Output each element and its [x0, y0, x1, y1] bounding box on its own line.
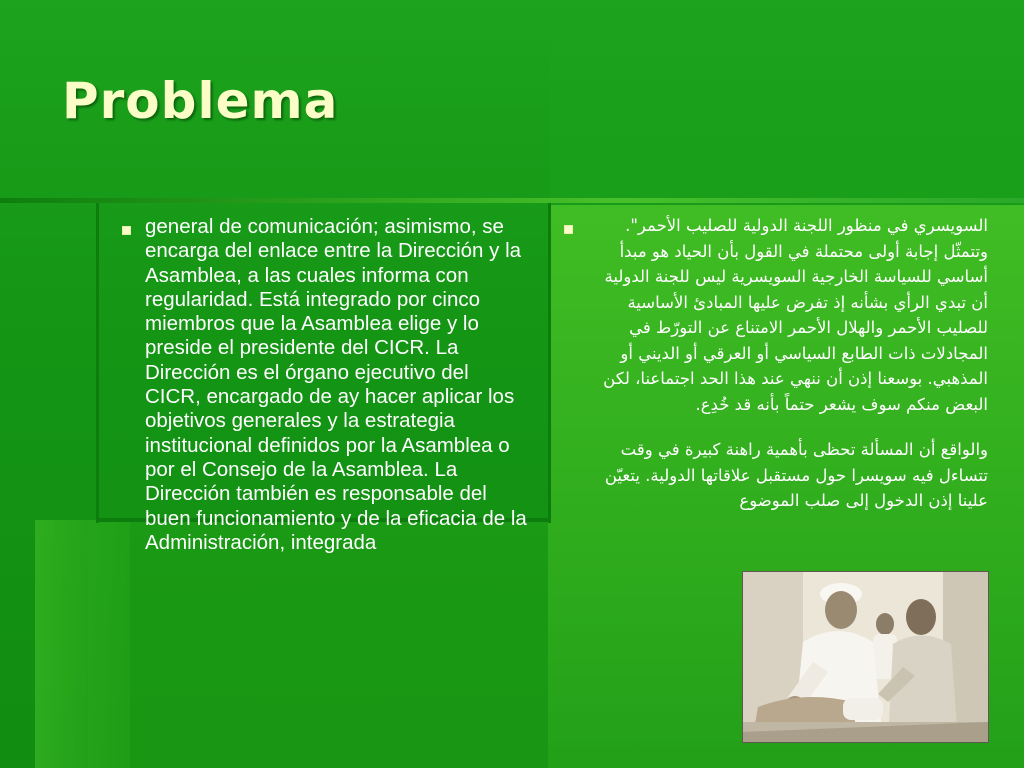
decorative-glow: [550, 0, 1024, 200]
right-bullet-paragraph-2: والواقع أن المسألة تحظى بأهمية راهنة كبيرة في وقت تتساءل فيه سويسرا حول مستقبل علاقاتها الدولية. يتعيّن علينا إذن الدخول إلى صلب الموضوع: [604, 440, 988, 510]
left-bullet-text: general de comunicación; asimismo, se encarga del enlace entre la Dirección y la Asamblea, a las cuales informa con regularidad. Está integrado por cinco miembros que la Asamblea elige y lo preside el presidente del CICR. La Dirección es el órgano ejecutivo del CICR, encargado de ay hacer aplicar los objetivos generales y la estrategia institucional definidos por la Asamblea o por el Consejo de la Asamblea. La Dirección también es responsable del buen funcionamiento y de la eficacia de la Administración, integrada: [145, 215, 527, 554]
square-bullet-icon: [122, 226, 131, 235]
square-bullet-icon: [564, 225, 573, 234]
slide-title: Problema: [62, 72, 339, 130]
decorative-vertical-line-middle: [548, 203, 551, 523]
decorative-divider-line: [0, 198, 1024, 203]
decorative-vertical-line-left: [96, 203, 99, 523]
right-text-column: [588, 213, 988, 514]
historical-photo: [742, 571, 989, 743]
right-bullet-paragraph-1: السويسري في منظور اللجنة الدولية للصليب الأحمر". وتتمثّل إجابة أولى محتملة في القول بأن الحياد هو مبدأ أساسي للسياسة الخارجية السويسرية ليس للجنة الدولية أن تبدي الرأي بشأنه إذ تفرض عليها المبادئ الأساسية للصليب الأحمر والهلال الأحمر الامتناع عن التورّط في المجادلات ذات الطابع السياسي أو العرقي أو الديني أو المذهبي. بوسعنا إذن أن ننهي عند هذا الحد اجتماعنا، لكن البعض منكم سوف يشعر حتماً بأنه قد خُدِع.: [603, 216, 988, 414]
decorative-panel-bottom-left: [88, 520, 548, 768]
